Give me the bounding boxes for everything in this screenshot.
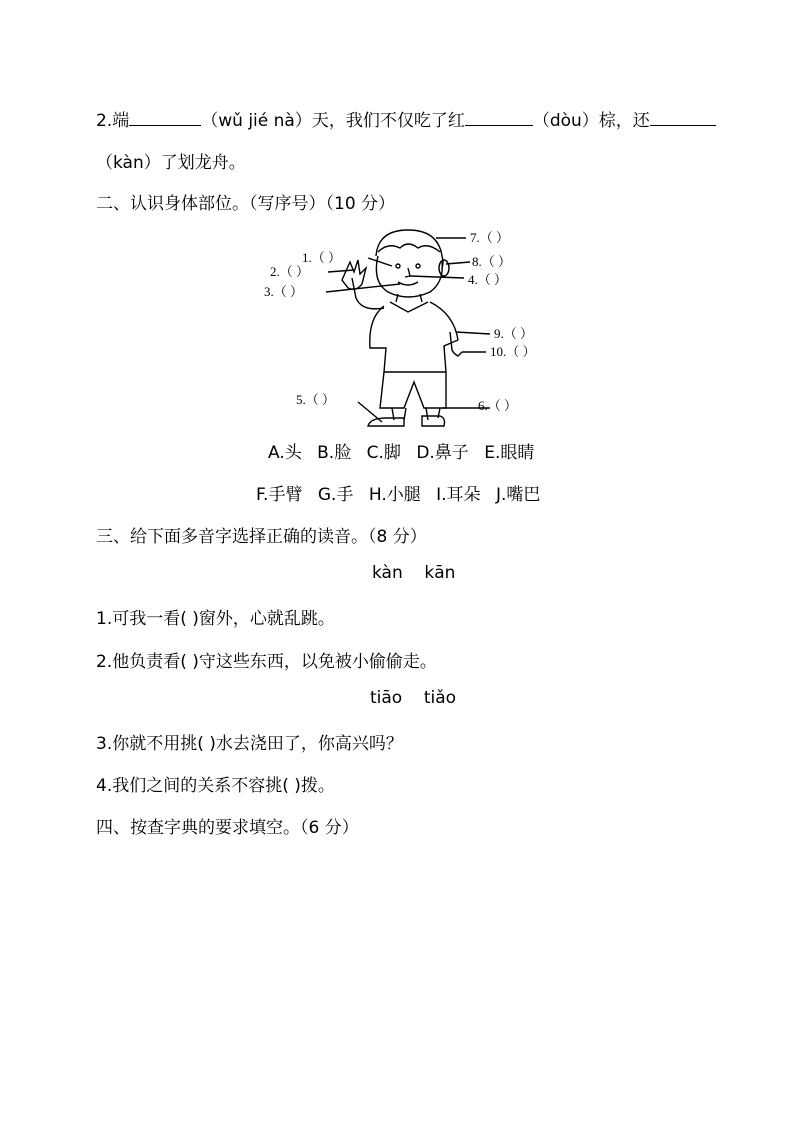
label-4: 4.（ ） xyxy=(468,272,508,287)
option-c: C.脚 xyxy=(366,443,401,463)
option-b: B.脸 xyxy=(317,443,352,463)
collar xyxy=(390,302,428,312)
option-i: I.耳朵 xyxy=(436,485,481,505)
section3-heading: 三、给下面多音字选择正确的读音。（8 分） xyxy=(96,527,427,547)
section2-heading: 二、认识身体部位。（写序号）（10 分） xyxy=(96,194,396,214)
hair-outline xyxy=(376,230,443,268)
nose xyxy=(405,268,410,277)
answer-blank[interactable] xyxy=(650,111,716,126)
q2-text-3: 棕，还 xyxy=(598,111,650,131)
answer-blank[interactable] xyxy=(129,111,201,126)
options-row-2 xyxy=(256,480,550,505)
q2-pinyin-1: （wǔ jié nà） xyxy=(201,111,312,131)
hair-line xyxy=(378,244,440,252)
s3-question-1: 1.可我一看( )窗外，心就乱跳。 xyxy=(96,609,335,629)
body-parts-figure xyxy=(258,222,548,428)
ear xyxy=(439,260,449,276)
mouth xyxy=(398,282,418,285)
label-8: 8.（ ） xyxy=(472,254,512,269)
label-5: 5.（ ） xyxy=(296,392,336,407)
section4-heading: 四、按查字典的要求填空。（6 分） xyxy=(96,818,359,838)
left-shoe xyxy=(368,418,404,426)
shorts xyxy=(380,372,446,408)
leader-3 xyxy=(326,284,400,292)
options-row-1 xyxy=(268,438,544,463)
label-7: 7.（ ） xyxy=(470,230,510,245)
neck xyxy=(396,294,422,302)
option-f: F.手臂 xyxy=(256,485,303,505)
leader-9 xyxy=(456,332,490,334)
option-d: D.鼻子 xyxy=(416,443,469,463)
label-10: 10.（ ） xyxy=(490,344,536,359)
leader-8 xyxy=(446,262,470,264)
label-3: 3.（ ） xyxy=(264,284,304,299)
q2-line-2 xyxy=(96,148,246,173)
leader-5 xyxy=(358,402,382,422)
leader-1 xyxy=(368,258,392,266)
right-shoe xyxy=(422,416,445,426)
q2-text-4: 了划龙舟。 xyxy=(160,153,246,173)
q2-text-2: 天，我们不仅吃了红 xyxy=(311,111,465,131)
leader-2 xyxy=(328,270,354,272)
option-h: H.小腿 xyxy=(368,485,421,505)
s3-question-3: 3.你就不用挑( )水去浇田了，你高兴吗？ xyxy=(96,734,403,754)
label-6: 6.（ ） xyxy=(478,398,518,413)
option-e: E.眼睛 xyxy=(484,443,535,463)
shirt xyxy=(370,302,458,372)
answer-blank[interactable] xyxy=(465,111,533,126)
left-eye xyxy=(396,264,400,268)
pinyin-choices-1: kàn kān xyxy=(372,563,456,583)
q2-pinyin-2: （dòu） xyxy=(532,111,599,131)
q2-pinyin-3: （kàn） xyxy=(96,153,161,173)
pinyin-choices-2: tiāo tiǎo xyxy=(370,688,457,708)
leader-4 xyxy=(410,276,464,278)
right-eye xyxy=(416,264,420,268)
option-a: A.头 xyxy=(268,443,302,463)
label-2: 2.（ ） xyxy=(270,264,310,279)
option-j: J.嘴巴 xyxy=(495,485,541,505)
s3-question-4: 4.我们之间的关系不容挑( )拨。 xyxy=(96,776,335,796)
q2-line-1 xyxy=(96,106,716,131)
label-9: 9.（ ） xyxy=(494,326,534,341)
label-1: 1.（ ） xyxy=(302,250,342,265)
s3-question-2: 2.他负责看( )守这些东西，以免被小偷偷走。 xyxy=(96,652,437,672)
q2-text-1: 2.端 xyxy=(96,111,130,131)
lowered-arm xyxy=(450,332,462,356)
option-g: G.手 xyxy=(317,485,354,505)
